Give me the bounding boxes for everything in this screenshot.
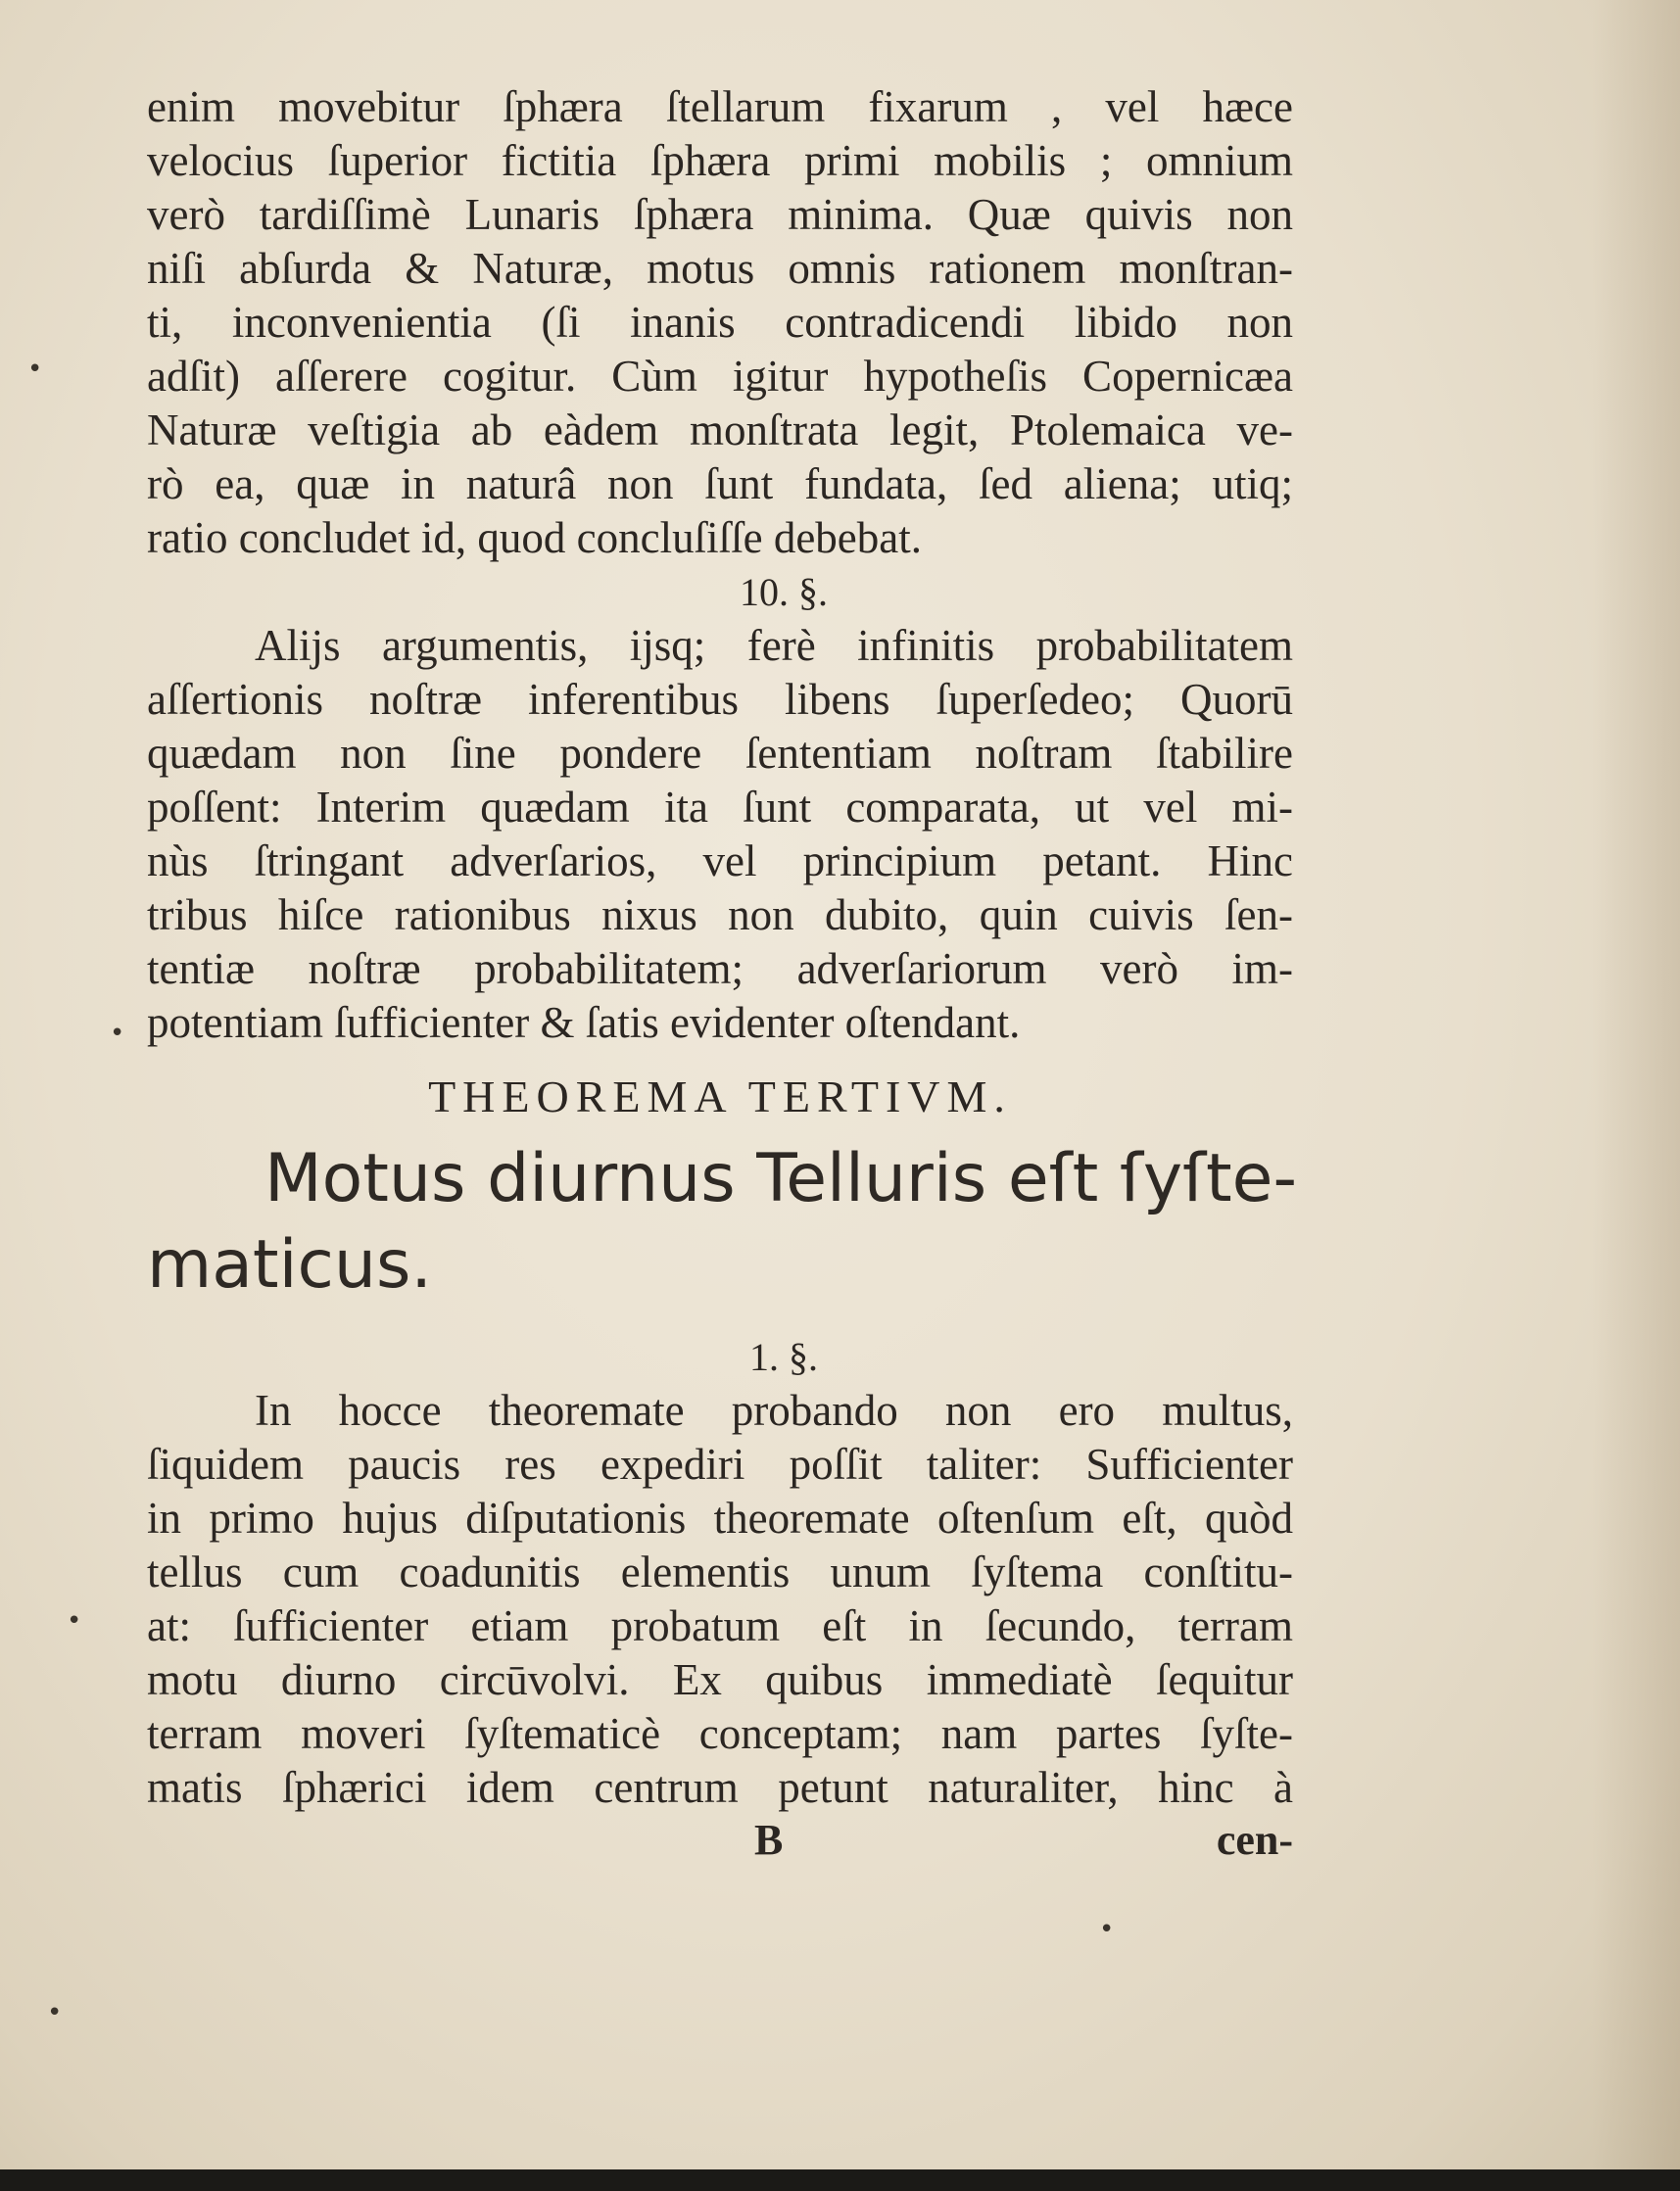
section-number-10: 10. §. <box>740 570 828 614</box>
text-line: in primo hujus diſputationis theoremate oſtenſum eſt, quòd <box>147 1494 1293 1543</box>
paragraph-2 <box>147 619 1293 1050</box>
catchword: cen- <box>1216 1816 1293 1864</box>
text-line: ti, inconvenientia (ſi inanis contradicendi libido non <box>147 298 1293 347</box>
paragraph-1 <box>147 80 1293 565</box>
theorem-statement-line: Motus diurnus Telluris eſt ſyſte- <box>264 1140 1298 1217</box>
section-number-1: 1. §. <box>749 1335 818 1379</box>
text-line: tellus cum coadunitis elementis unum ſyſtema conſtitu- <box>147 1548 1293 1596</box>
text-line: Alijs argumentis, ijsq; ferè infinitis probabilitatem <box>255 621 1293 670</box>
margin-mark: • <box>110 1019 125 1048</box>
margin-mark: • <box>47 1998 63 2027</box>
text-line: motu diurno circūvolvi. Ex quibus immediatè ſequitur <box>147 1655 1293 1704</box>
text-line: Naturæ veſtigia ab eàdem monſtrata legit, Ptolemaica ve- <box>147 405 1293 454</box>
text-line: In hocce theoremate probando non ero multus, <box>255 1386 1293 1435</box>
text-line: verò tardiſſimè Lunaris ſphæra minima. Quæ quivis non <box>147 190 1293 239</box>
text-line: niſi abſurda & Naturæ, motus omnis rationem monſtran- <box>147 244 1293 293</box>
text-line: terram moveri ſyſtematicè conceptam; nam partes ſyſte- <box>147 1709 1293 1758</box>
theorem-heading: THEOREMA TERTIVM. <box>428 1072 1012 1121</box>
text-line: ratio concludet id, quod concluſiſſe debebat. <box>147 513 922 562</box>
margin-mark: • <box>1099 1915 1115 1944</box>
text-line: quædam non ſine pondere ſententiam noſtram ſtabilire <box>147 729 1293 778</box>
page-footer <box>147 1815 1293 1874</box>
text-line: aſſertionis noſtræ inferentibus libens ſuperſedeo; Quorū <box>147 675 1293 724</box>
page-text <box>147 80 1298 1874</box>
margin-mark: • <box>67 1606 82 1636</box>
margin-mark: • <box>27 355 43 384</box>
signature-mark: B <box>754 1816 784 1864</box>
text-line: adſit) aſſerere cogitur. Cùm igitur hypotheſis Copernicæa <box>147 352 1293 401</box>
text-line: nùs ſtringant adverſarios, vel principium petant. Hinc <box>147 836 1293 885</box>
text-line: velocius ſuperior fictitia ſphæra primi mobilis ; omnium <box>147 136 1293 185</box>
text-line: tribus hiſce rationibus nixus non dubito, quin cuivis ſen- <box>147 890 1293 939</box>
paragraph-3 <box>147 1384 1293 1815</box>
text-line: potentiam ſufficienter & ſatis evidenter oſtendant. <box>147 998 1021 1047</box>
theorem-statement <box>147 1136 1298 1312</box>
text-line: at: ſufficienter etiam probatum eſt in ſecundo, terram <box>147 1601 1293 1650</box>
text-line: tentiæ noſtræ probabilitatem; adverſariorum verò im- <box>147 944 1293 993</box>
text-line: matis ſphærici idem centrum petunt naturaliter, hinc à <box>147 1763 1293 1812</box>
text-line: ſiquidem paucis res expediri poſſit taliter: Sufficienter <box>147 1440 1293 1489</box>
text-line: rò ea, quæ in naturâ non ſunt fundata, ſed aliena; utiq; <box>147 459 1293 508</box>
theorem-statement-line: maticus. <box>147 1226 432 1304</box>
text-line: poſſent: Interim quædam ita ſunt comparata, ut vel mi- <box>147 783 1293 832</box>
text-line: enim movebitur ſphæra ſtellarum fixarum , vel hæce <box>147 82 1293 131</box>
